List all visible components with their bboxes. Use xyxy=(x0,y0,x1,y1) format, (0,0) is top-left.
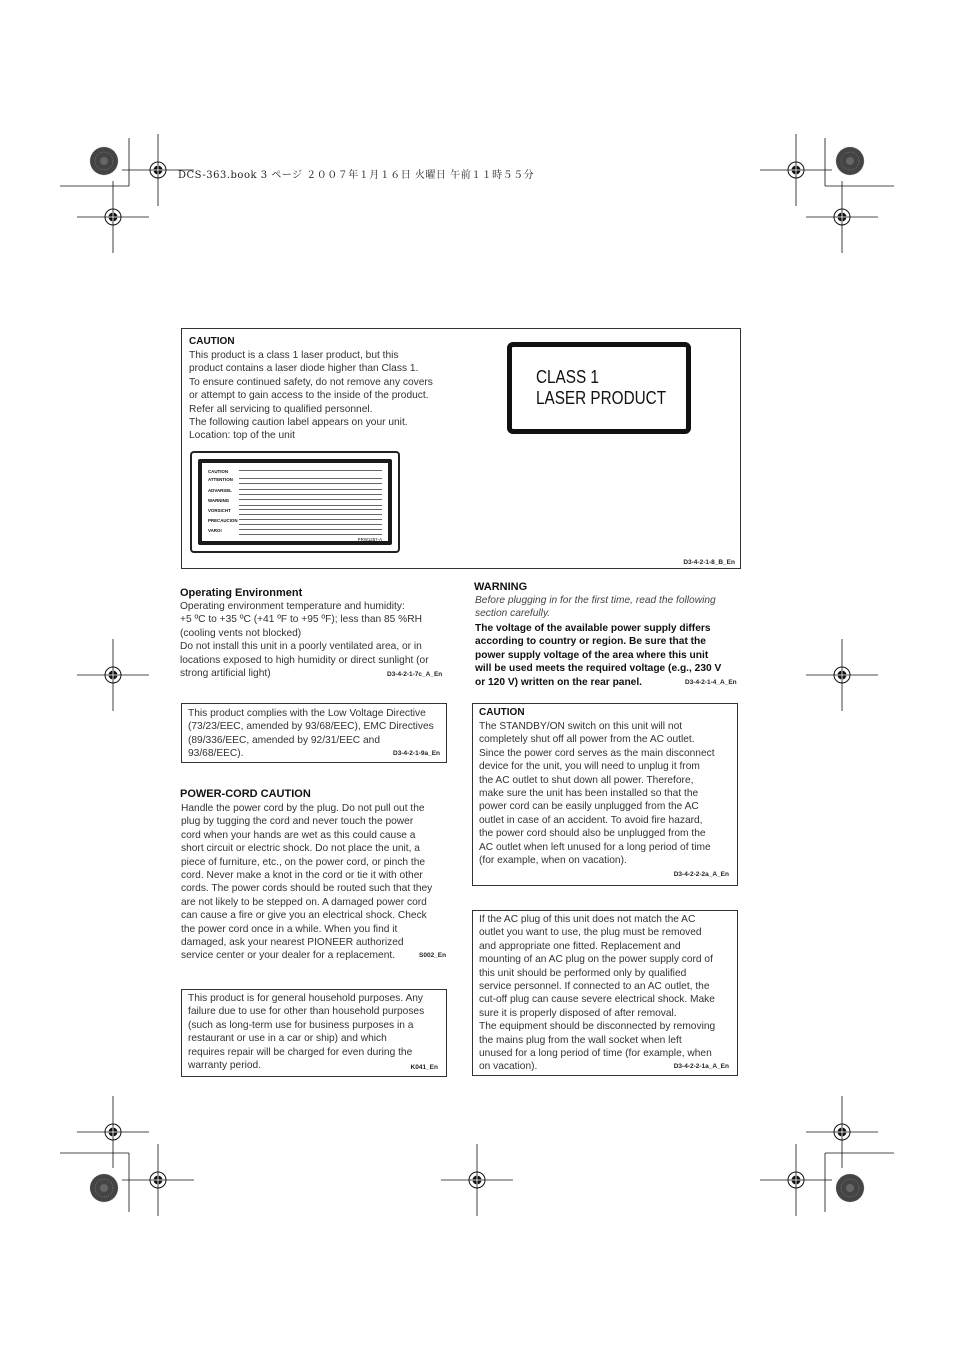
warning-intro: Before plugging in for the first time, read the following section carefully. xyxy=(475,595,716,620)
laser-code: D3-4-2-1-8_B_En xyxy=(683,559,735,566)
label-row: VARO! xyxy=(208,528,222,533)
warning-title: WARNING xyxy=(474,581,528,593)
power-cord-code: S002_En xyxy=(419,952,447,959)
label-row: CAUTION xyxy=(208,469,229,474)
lvd-line: (89/336/EEC, amended by 92/31/EEC and xyxy=(188,734,380,746)
warning-voltage-text: The voltage of the available power supply differs according to country or region. Be sure that the power supply voltage of the area where this unit will be used meets the required voltage (e.g., 230 V or 120 V) written on the rear panel. xyxy=(475,623,722,688)
label-code: PRW1257-A xyxy=(357,537,382,542)
class1-line2: LASER PRODUCT xyxy=(536,388,667,408)
operating-env-text: Operating environment temperature and humidity: +5 ºC to +35 ºC (+41 ºF to +95 ºF); less than 85 %RH (cooling vents not blocked) Do not install this unit in a poorly ventilated area, or in locations exposed to high humidity or direct sunlight (or strong artificial light) xyxy=(180,601,429,680)
operating-env-title: Operating Environment xyxy=(180,587,303,599)
operating-env-code: D3-4-2-1-7c_A_En xyxy=(387,671,443,678)
lvd-line: 93/68/EEC). xyxy=(188,748,244,760)
crosshair-icon xyxy=(77,639,149,711)
crosshair-icon xyxy=(806,639,878,711)
lvd-box xyxy=(181,703,447,763)
household-code: K041_En xyxy=(410,1064,438,1071)
crosshair-icon xyxy=(77,181,149,253)
ac-plug-code: D3-4-2-2-1a_A_En xyxy=(673,1063,729,1070)
warning-code: D3-4-2-1-4_A_En xyxy=(685,679,737,686)
star-target-icon xyxy=(836,1174,864,1202)
class1-line1: CLASS 1 xyxy=(536,367,599,387)
crosshair-icon xyxy=(806,181,878,253)
power-cord-text: Handle the power cord by the plug. Do not pull out the plug by tugging the cord and never touch the power cord when your hands are wet as this could cause a short circuit or electric shock. Do not place the unit, a piece of furniture, etc., on the power cord, or pinch the cord. Never make a knot in the cord or tie it with other cords. The power cords should be routed such that they are not likely to be stepped on. A damaged power cord can cause a fire or give you an electrical shock. Check the power cord once in a while. When you find it damaged, ask your nearest PIONEER authorized service center or your dealer for a replacement. xyxy=(181,803,433,962)
crosshair-icon xyxy=(806,1096,878,1168)
label-row: ATTENTION xyxy=(208,477,233,482)
crosshair-icon xyxy=(122,1144,194,1216)
power-cord-title: POWER-CORD CAUTION xyxy=(180,788,311,800)
label-row: PRECAUCION xyxy=(208,518,238,523)
standby-caution-title: CAUTION xyxy=(479,707,525,718)
crosshair-icon xyxy=(441,1144,513,1216)
star-target-icon xyxy=(90,1174,118,1202)
lvd-line: (73/23/EEC, amended by 93/68/EEC), EMC Directives xyxy=(188,721,434,733)
crosshair-icon xyxy=(760,134,832,206)
lvd-code: D3-4-2-1-9a_En xyxy=(393,750,440,757)
lvd-line: This product complies with the Low Voltage Directive xyxy=(188,708,426,719)
ac-plug-box: If the AC plug of this unit does not match the AC outlet you want to use, the plug must be removed and appropriate one fitted. Replacement and mounting of an AC plug on the power supply cord of this unit should be performed only by qualified service personnel. If connected to an AC outlet, the cut-off plug can cause severe electrical shock. Make sure it is properly disposed of after removal. The equipment should be disconnected by removing the mains plug from the wall socket when left unused for a long period of time (for example, when on vacation). D3-4-2-2-1a_A_En xyxy=(472,910,738,1076)
print-header: DCS-363.book 3 ページ ２００７年１月１６日 火曜日 午前１１時５５分 xyxy=(178,170,535,181)
crosshair-icon xyxy=(760,1144,832,1216)
laser-caution-text: This product is a class 1 laser product, but this product contains a laser diode higher than Class 1. To ensure continued safety, do not remove any covers or attempt to gain access to the inside of the product. Refer all servicing to qualified personnel. The following caution label appears on your unit. Location: top of the unit xyxy=(189,350,433,442)
label-row: ADVARSEL xyxy=(208,488,232,493)
laser-caution-title: CAUTION xyxy=(189,336,235,347)
caution-label-image xyxy=(190,451,400,553)
standby-code: D3-4-2-2-2a_A_En xyxy=(673,871,729,878)
label-row: VORSICHT xyxy=(208,508,231,513)
standby-caution-box: CAUTION The STANDBY/ON switch on this unit will not completely shut off all power from the AC outlet. Since the power cord serves as the main disconnect device for the unit, you will need to unplug it from the AC outlet to shut down all power. Therefore, make sure the unit has been installed so that the power cord can be easily unplugged from the AC outlet in case of an accident. To avoid fire hazard, the power cord should also be unplugged from the AC outlet when left unused for a long period of time (for example, when on vacation). D3-4-2-2-2a_A_En xyxy=(472,703,738,886)
star-target-icon xyxy=(836,147,864,175)
star-target-icon xyxy=(90,147,118,175)
crosshair-icon xyxy=(77,1096,149,1168)
label-row: WARNING xyxy=(208,498,230,503)
household-box: This product is for general household purposes. Any failure due to use for other than household purposes (such as long-term use for business purposes in a restaurant or use in a car or ship) and which requires repair will be charged for even during the warranty period. K041_En xyxy=(181,989,447,1077)
class1-label xyxy=(507,342,691,434)
